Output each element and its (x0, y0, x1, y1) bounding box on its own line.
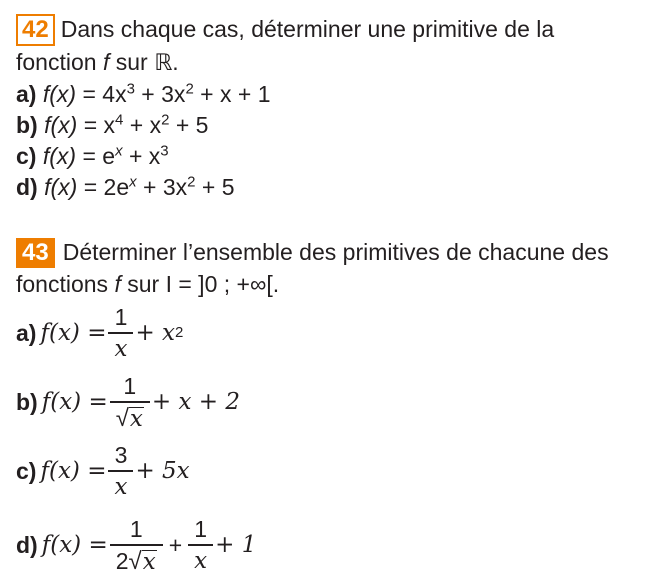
expr-rest: + 1 (215, 532, 257, 558)
numerator: 1 (114, 304, 128, 330)
exponent: 4 (115, 111, 124, 129)
item-label: d) (16, 531, 38, 558)
expr-rest: + x + 2 (151, 389, 240, 415)
ex42-intro-line1 (16, 14, 554, 46)
ex42-intro2-a: fonction (16, 49, 103, 75)
numerator: 3 (114, 442, 128, 468)
item-label: b) (16, 388, 38, 415)
ex43-intro-line1 (16, 238, 609, 268)
denominator (110, 401, 150, 431)
sqrt-sign-icon: √ (115, 405, 129, 432)
sqrt-sign-icon: √ (128, 548, 142, 575)
expr-part: = 2e (77, 174, 130, 200)
plus-sign: + (168, 531, 183, 558)
function-name: f(x) (44, 174, 78, 200)
expr-rest: + 5x (135, 458, 190, 484)
expr-part: = 4x (76, 81, 127, 107)
coefficient: 2 (115, 548, 129, 574)
exponent: x (129, 173, 137, 191)
expr-part: + x (123, 112, 162, 138)
function-lhs: f(x) = (41, 389, 108, 415)
exponent: 2 (187, 173, 196, 191)
expr-part: + x + 1 (193, 81, 271, 107)
numerator: 1 (123, 373, 137, 399)
function-lhs: f(x) = (41, 532, 108, 558)
fraction (188, 516, 213, 574)
item-label: d) (16, 174, 38, 200)
expr-part: + 5 (169, 112, 209, 138)
expr-part: + 5 (195, 174, 235, 200)
ex42-item-d (16, 173, 235, 201)
function-lhs: f(x) = (40, 458, 107, 484)
ex43-intro2-a: fonctions (16, 271, 115, 297)
sqrt (129, 550, 157, 574)
ex43-intro-line2 (16, 270, 279, 298)
function-name: f(x) (42, 81, 77, 107)
ex42-intro2-f: f (102, 49, 110, 75)
ex42-intro2-b: sur ℝ. (109, 49, 179, 75)
ex42-item-a (16, 80, 271, 108)
ex43-intro2-f: f (114, 271, 121, 297)
denominator: x (108, 470, 133, 500)
ex43-number-badge: 43 (16, 238, 55, 268)
ex42-intro-text: Dans chaque cas, déterminer une primitive de la (60, 16, 555, 42)
item-label: c) (16, 457, 37, 484)
function-lhs: f(x) = (40, 320, 107, 346)
ex43-intro2-b: sur I = ]0 ; +∞[. (120, 271, 280, 297)
fraction (108, 442, 133, 500)
ex43-item-d (16, 512, 256, 578)
radicand: x (142, 549, 156, 575)
ex43-item-c (16, 440, 190, 502)
expr-part: = e (76, 143, 116, 169)
fraction (110, 516, 163, 574)
expr-part: = x (77, 112, 116, 138)
ex42-item-b (16, 111, 208, 139)
denominator (110, 544, 163, 574)
fraction (110, 373, 150, 431)
numerator: 1 (194, 516, 208, 542)
exponent: 3 (126, 80, 135, 98)
expr-part: + x (122, 143, 161, 169)
denominator: x (108, 332, 133, 362)
function-name: f(x) (42, 143, 77, 169)
exponent: 2 (161, 111, 170, 129)
ex42-number-badge: 42 (16, 14, 55, 46)
expr-part: + 3x (134, 81, 186, 107)
denominator: x (188, 544, 213, 574)
radicand: x (129, 406, 143, 432)
ex42-intro-line2 (16, 48, 179, 76)
ex43-item-b (16, 370, 240, 434)
sqrt (116, 407, 144, 431)
numerator: 1 (129, 516, 143, 542)
exponent: 2 (185, 80, 194, 98)
item-label: a) (16, 319, 37, 346)
exponent: 3 (160, 142, 169, 160)
ex43-item-a: a) f(x) = $\frac{1}{x}$ + x 2 (16, 304, 184, 362)
function-name: f(x) (44, 112, 78, 138)
item-label: b) (16, 112, 38, 138)
item-label: a) (16, 81, 37, 107)
exponent: x (115, 142, 123, 160)
ex43-intro-text: Déterminer l’ensemble des primitives de chacune des (62, 239, 609, 265)
item-label: c) (16, 143, 37, 169)
ex42-item-c (16, 142, 169, 170)
fraction (108, 304, 133, 362)
expr-part: + 3x (136, 174, 188, 200)
expr-rest: + x (135, 320, 176, 346)
